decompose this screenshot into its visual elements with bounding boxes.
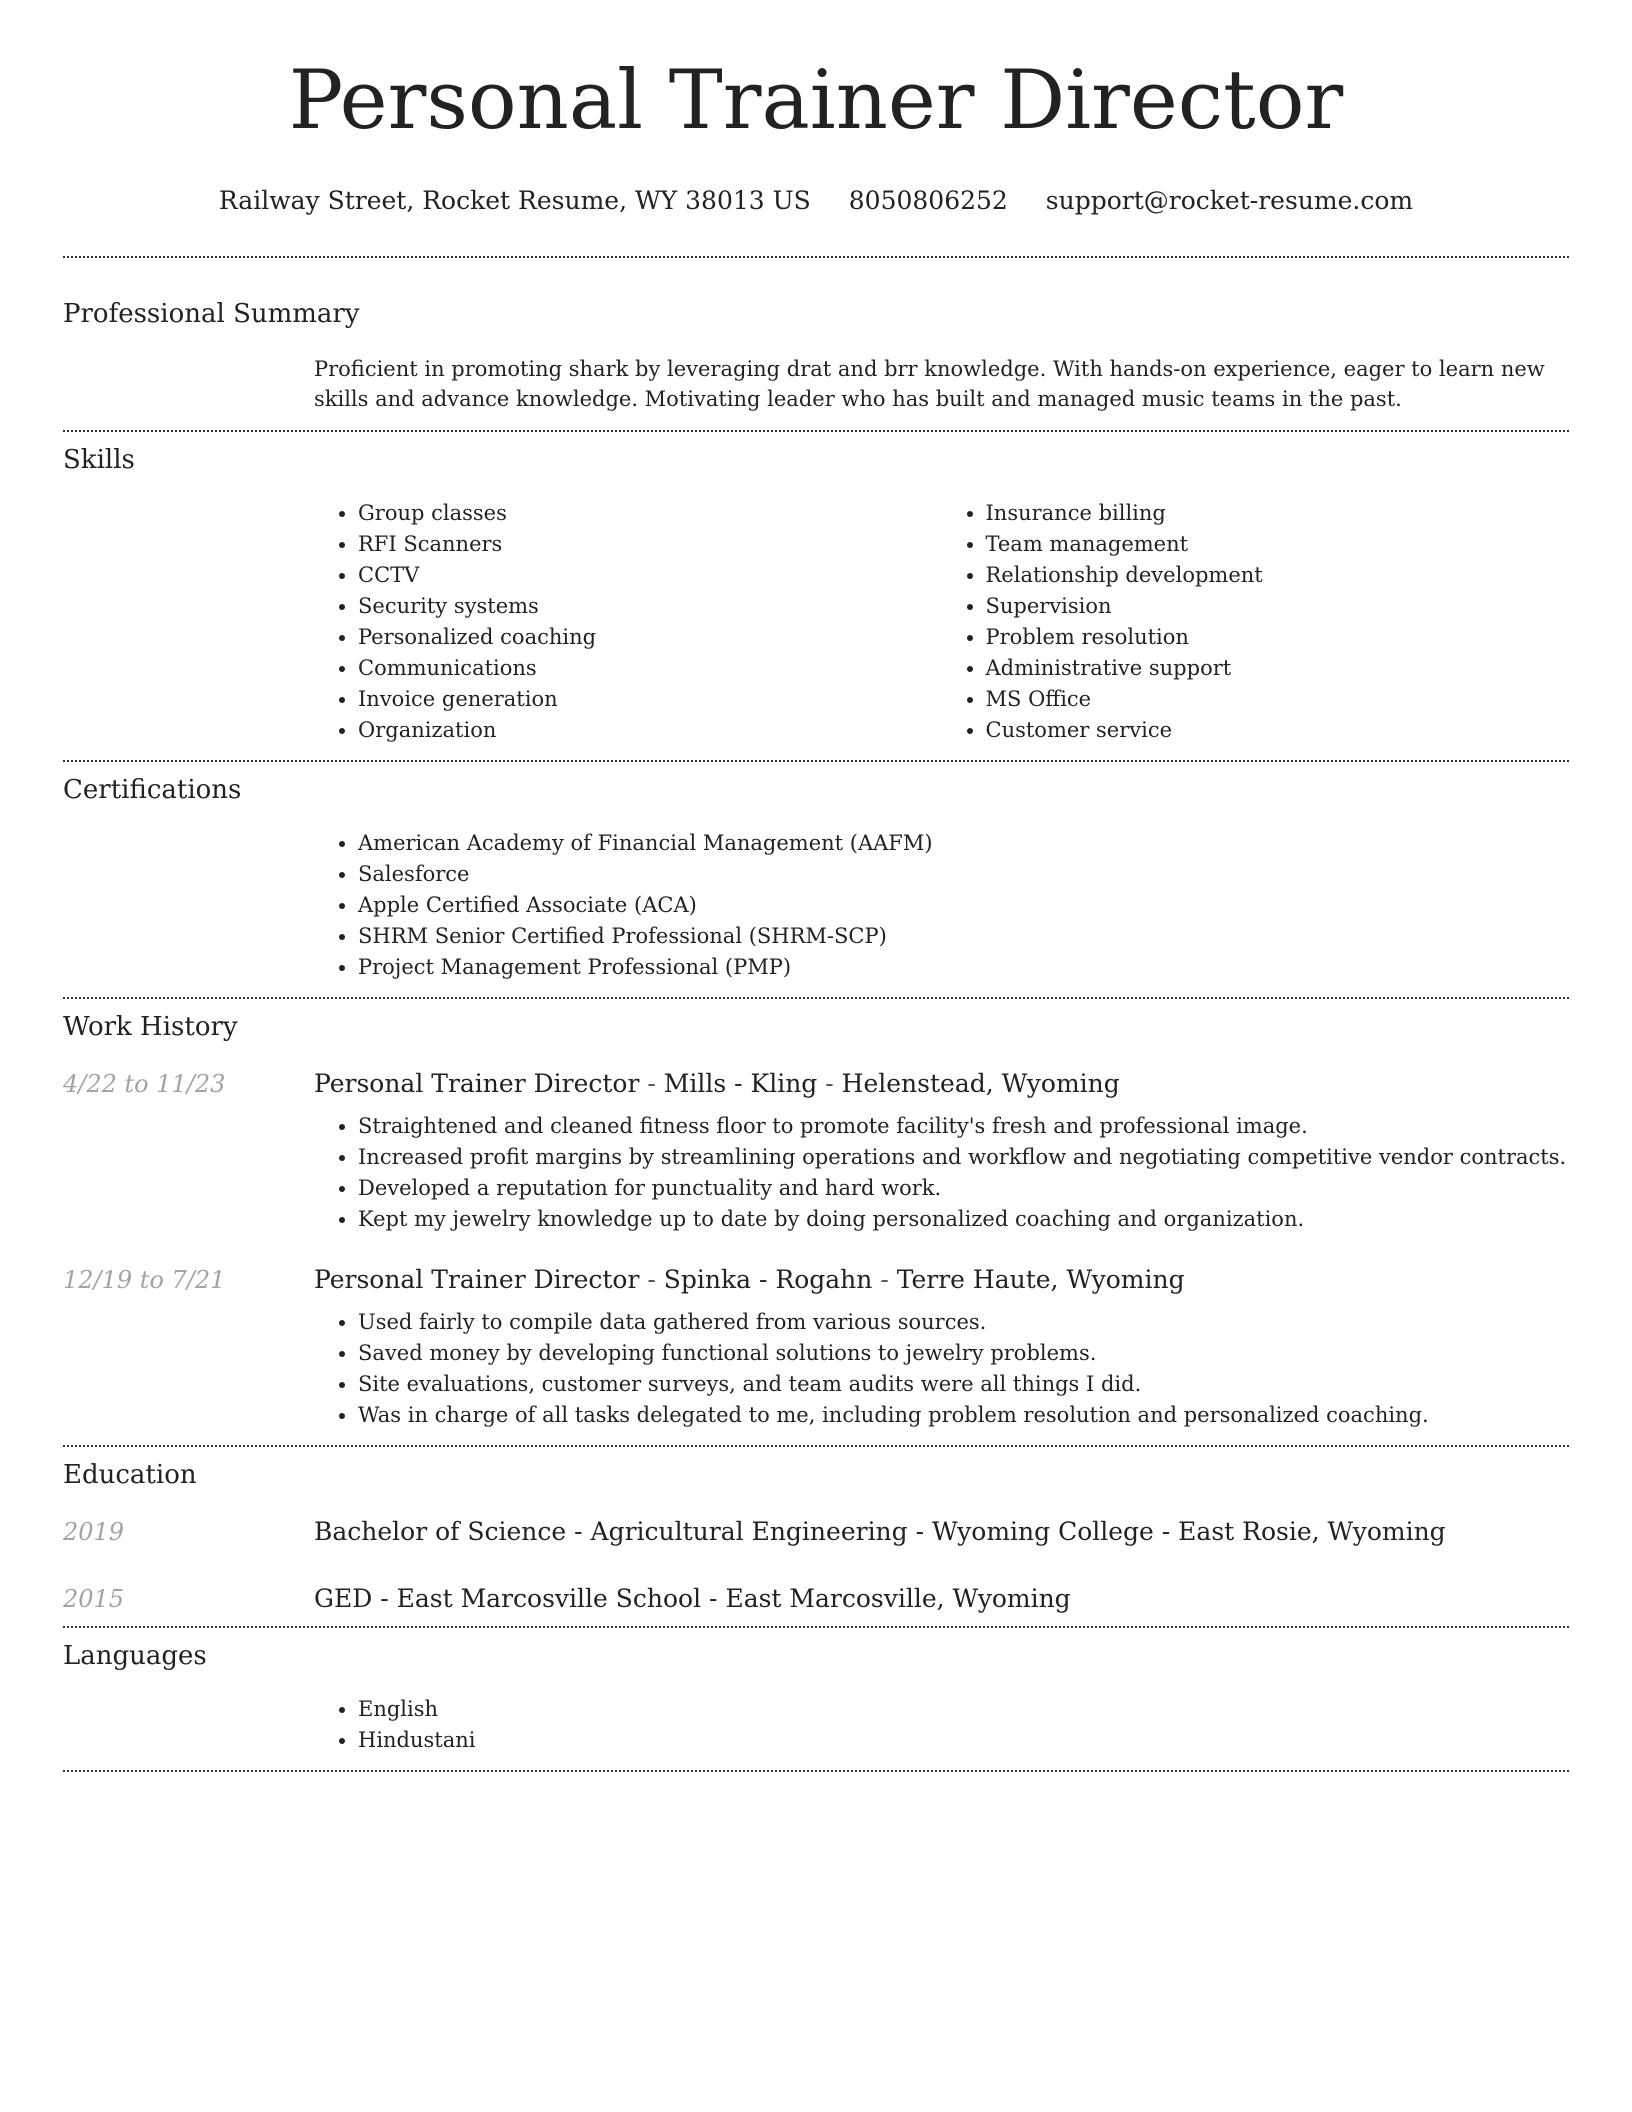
contact-phone: 8050806252 (848, 186, 1008, 215)
certification-item: • American Academy of Financial Management (AAFM) (358, 828, 1569, 859)
job-bullet: • Used fairly to compile data gathered from various sources. (358, 1307, 1569, 1338)
certifications-body (314, 828, 1569, 997)
job-company: Mills - Kling (663, 1069, 818, 1098)
separator: - (639, 1265, 664, 1294)
skill-item: • Security systems (358, 591, 942, 622)
skill-item: • Organization (358, 715, 942, 746)
certifications-list (314, 828, 1569, 983)
job-bullet-list (314, 1111, 1569, 1235)
summary-text: Proficient in promoting shark by leveraging drat and brr knowledge. With hands-on experience, eager to learn new skills and advance knowledge. Motivating leader who has built and managed music teams in the past. (314, 357, 1545, 411)
certification-item: • Apple Certified Associate (ACA) (358, 890, 1569, 921)
job-bullet: • Site evaluations, customer surveys, and team audits were all things I did. (358, 1369, 1569, 1400)
education-entry (63, 1515, 1569, 1549)
job-bullets (314, 1111, 1569, 1235)
skills-columns (314, 498, 1569, 760)
separator: - (639, 1069, 664, 1098)
separator: - (817, 1069, 842, 1098)
skills-list-left (314, 498, 942, 746)
divider (63, 1770, 1569, 1772)
skill-item: • Insurance billing (986, 498, 1570, 529)
job-dates: 12/19 to 7/21 (63, 1266, 226, 1294)
skill-item: • Personalized coaching (358, 622, 942, 653)
skill-item: • CCTV (358, 560, 942, 591)
job-heading (314, 1263, 1185, 1297)
skills-section (63, 432, 1569, 760)
job-role: Personal Trainer Director (314, 1069, 640, 1098)
work-history-section (63, 999, 1569, 1445)
candidate-name: Personal Trainer Director (288, 54, 1344, 148)
contact-line (63, 186, 1569, 216)
language-item: • Hindustani (358, 1725, 1569, 1756)
job-bullet: • Increased profit margins by streamlining operations and workflow and negotiating competitive vendor contracts. (358, 1142, 1569, 1173)
job-bullet-list (314, 1307, 1569, 1431)
section-title-summary: Professional Summary (63, 299, 360, 329)
skill-item: • Supervision (986, 591, 1570, 622)
job-bullet: • Developed a reputation for punctuality and hard work. (358, 1173, 1569, 1204)
skill-item: • Team management (986, 529, 1570, 560)
job-entry (63, 1067, 1569, 1101)
languages-section (63, 1628, 1569, 1770)
skills-list-right (942, 498, 1570, 746)
education-detail: Bachelor of Science - Agricultural Engineering - Wyoming College - East Rosie, Wyoming (314, 1517, 1446, 1546)
job-dates: 4/22 to 11/23 (63, 1070, 226, 1098)
section-title-work-history: Work History (63, 1012, 238, 1042)
certification-item: • Project Management Professional (PMP) (358, 952, 1569, 983)
job-bullet: • Straightened and cleaned fitness floor to promote facility's fresh and professional image. (358, 1111, 1569, 1142)
education-year: 2019 (63, 1518, 125, 1546)
contact-address: Railway Street, Rocket Resume, WY 38013 US (218, 186, 811, 215)
job-heading (314, 1067, 1120, 1101)
education-detail: GED - East Marcosville School - East Marcosville, Wyoming (314, 1584, 1071, 1613)
skill-item: • RFI Scanners (358, 529, 942, 560)
skill-item: • Group classes (358, 498, 942, 529)
languages-body (314, 1694, 1569, 1770)
skill-item: • Relationship development (986, 560, 1570, 591)
job-company: Spinka - Rogahn (663, 1265, 873, 1294)
job-entry (63, 1263, 1569, 1297)
summary-section (63, 258, 1569, 430)
job-bullet: • Saved money by developing functional solutions to jewelry problems. (358, 1338, 1569, 1369)
skill-item: • Problem resolution (986, 622, 1570, 653)
separator: - (872, 1265, 897, 1294)
languages-list (314, 1694, 1569, 1756)
section-title-education: Education (63, 1460, 197, 1490)
job-role: Personal Trainer Director (314, 1265, 640, 1294)
language-item: • English (358, 1694, 1569, 1725)
job-bullet: • Kept my jewelry knowledge up to date by doing personalized coaching and organization. (358, 1204, 1569, 1235)
education-year: 2015 (63, 1585, 125, 1613)
section-title-languages: Languages (63, 1641, 207, 1671)
education-section (63, 1447, 1569, 1626)
skill-item: • Customer service (986, 715, 1570, 746)
job-location: Helenstead, Wyoming (841, 1069, 1120, 1098)
certifications-section (63, 762, 1569, 997)
job-bullets (314, 1307, 1569, 1445)
job-bullet: • Was in charge of all tasks delegated to me, including problem resolution and personalized coaching. (358, 1400, 1569, 1431)
certification-item: • SHRM Senior Certified Professional (SHRM-SCP) (358, 921, 1569, 952)
section-title-certifications: Certifications (63, 775, 242, 805)
certification-item: • Salesforce (358, 859, 1569, 890)
skill-item: • Invoice generation (358, 684, 942, 715)
skill-item: • Administrative support (986, 653, 1570, 684)
job-location: Terre Haute, Wyoming (896, 1265, 1185, 1294)
contact-email: support@rocket-resume.com (1045, 186, 1414, 215)
skill-item: • MS Office (986, 684, 1570, 715)
section-title-skills: Skills (63, 445, 135, 475)
skill-item: • Communications (358, 653, 942, 684)
education-entry (63, 1582, 1569, 1626)
